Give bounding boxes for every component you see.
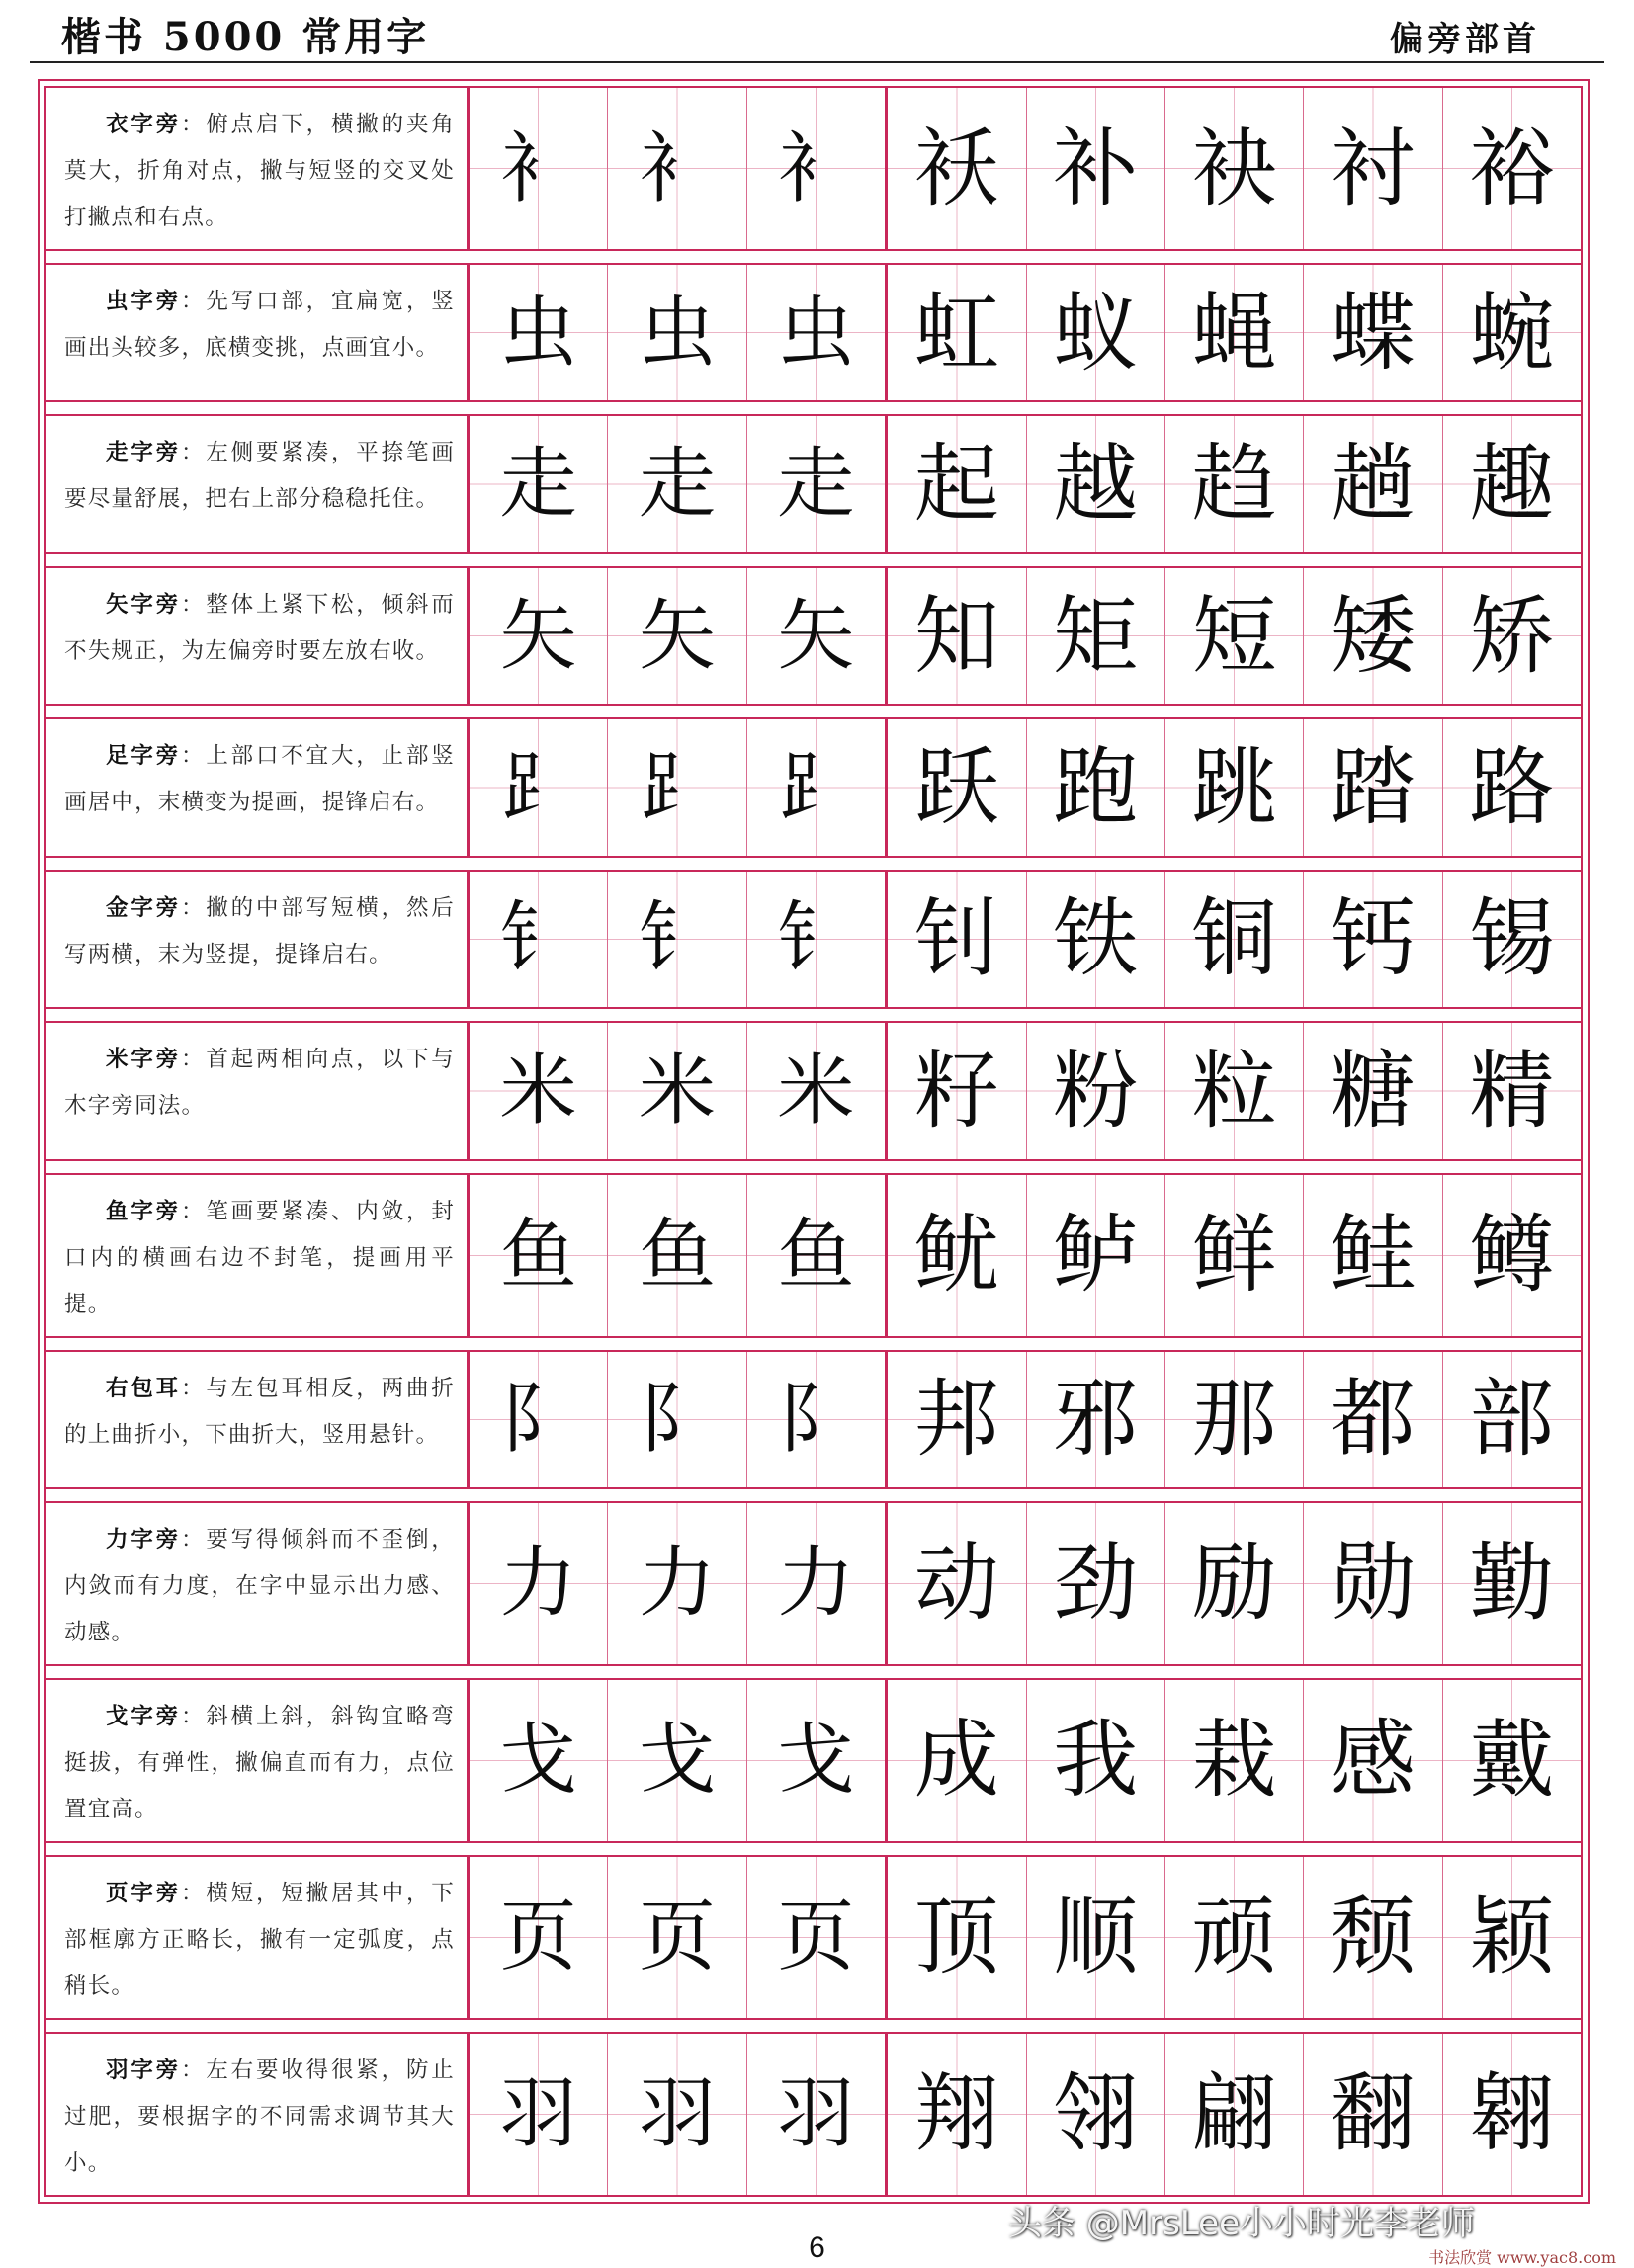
example-cell — [1165, 88, 1304, 249]
radical-cell — [470, 1352, 608, 1487]
radical-title: 金字旁 — [106, 894, 181, 921]
radical-cell — [608, 88, 746, 249]
example-cell — [1027, 88, 1165, 249]
radical-glyph: 戈 — [499, 1716, 577, 1806]
example-glyph: 我 — [1053, 1711, 1139, 1810]
example-cell — [1027, 1352, 1165, 1487]
example-glyph: 那 — [1191, 1370, 1277, 1470]
radical-title: 鱼字旁 — [106, 1198, 181, 1224]
example-cell — [1165, 872, 1304, 1007]
example-cell — [888, 1352, 1026, 1487]
example-cell — [1443, 872, 1581, 1007]
radical-explanation: ：要写得倾斜而不歪倒，内敛而有力度，在字中显示出力感、动感。 — [64, 1526, 455, 1645]
example-glyph: 跃 — [913, 737, 999, 837]
example-glyph: 矫 — [1469, 586, 1555, 686]
example-glyph: 顶 — [913, 1888, 999, 1987]
practice-cells — [470, 568, 1581, 704]
example-cell — [1027, 1023, 1165, 1158]
radical-glyph: 米 — [499, 1046, 577, 1135]
example-glyph: 跳 — [1191, 737, 1277, 837]
radical-cell — [470, 1857, 608, 2018]
example-cell — [1443, 88, 1581, 249]
radical-cell — [470, 872, 608, 1007]
radical-cell — [747, 1503, 888, 1664]
radical-row — [46, 414, 1581, 553]
radical-glyph: 矢 — [639, 591, 717, 681]
example-cell — [1304, 568, 1442, 704]
radical-glyph: 矢 — [499, 591, 577, 681]
radical-row — [46, 1350, 1581, 1489]
radical-description — [46, 1857, 470, 2018]
radical-cell — [470, 416, 608, 551]
radical-title: 虫字旁 — [106, 289, 181, 314]
radical-glyph: ⻊ — [639, 742, 717, 832]
example-glyph: 铜 — [1191, 889, 1277, 989]
radical-description — [46, 719, 470, 855]
radical-glyph: 力 — [639, 1539, 717, 1629]
example-glyph: 邦 — [913, 1370, 999, 1470]
radical-glyph: 钅 — [777, 894, 855, 984]
practice-cells — [470, 416, 1581, 551]
radical-cell — [747, 416, 888, 551]
radical-description — [46, 1023, 470, 1158]
example-cell — [1165, 1503, 1304, 1664]
radical-title: 力字旁 — [106, 1526, 181, 1553]
radical-glyph: 虫 — [499, 288, 577, 378]
example-cell — [1304, 265, 1442, 400]
radical-description — [46, 1680, 470, 1841]
example-glyph: 精 — [1469, 1041, 1555, 1140]
radical-glyph: 鱼 — [777, 1211, 855, 1301]
radical-cell — [747, 1680, 888, 1841]
radical-description — [46, 1352, 470, 1487]
radical-explanation: ：左侧要紧凑，平捺笔画要尽量舒展，把右上部分稳稳托住。 — [64, 440, 455, 513]
example-cell — [1165, 1023, 1304, 1158]
radical-row — [46, 1173, 1581, 1338]
radical-description — [46, 1503, 470, 1664]
radical-row — [46, 870, 1581, 1009]
example-cell — [1027, 719, 1165, 855]
example-cell — [1443, 1023, 1581, 1158]
practice-cells — [470, 1503, 1581, 1664]
example-glyph: 起 — [913, 435, 999, 535]
radical-description — [46, 265, 470, 400]
radical-explanation: ：整体上紧下松，倾斜而不失规正，为左偏旁时要左放右收。 — [64, 591, 455, 664]
example-cell — [1304, 416, 1442, 551]
radical-cell — [608, 1023, 746, 1158]
radical-row — [46, 566, 1581, 706]
example-cell — [888, 416, 1026, 551]
example-glyph: 粉 — [1053, 1041, 1139, 1140]
radical-cell — [470, 2034, 608, 2195]
example-cell — [1304, 1503, 1442, 1664]
radical-explanation: ：斜横上斜，斜钩宜略弯挺拔，有弹性，撇偏直而有力，点位置宜高。 — [64, 1703, 455, 1822]
radical-glyph: 钅 — [639, 894, 717, 984]
radical-glyph: 戈 — [639, 1716, 717, 1806]
example-cell — [888, 265, 1026, 400]
example-glyph: 翩 — [1191, 2064, 1277, 2164]
radical-title: 走字旁 — [106, 440, 181, 466]
example-cell — [1443, 1352, 1581, 1487]
example-cell — [888, 2034, 1026, 2195]
example-cell — [1027, 2034, 1165, 2195]
example-cell — [1443, 265, 1581, 400]
example-glyph: 踏 — [1330, 737, 1416, 837]
radical-cell — [470, 265, 608, 400]
radical-glyph: 鱼 — [639, 1211, 717, 1301]
book-title: 楷书 5000 常用字 — [61, 14, 430, 60]
practice-cells — [470, 1857, 1581, 2018]
example-cell — [1027, 872, 1165, 1007]
radical-cell — [608, 1175, 746, 1336]
example-glyph: 趟 — [1330, 435, 1416, 535]
example-glyph: 翔 — [913, 2064, 999, 2164]
radical-glyph: 阝 — [777, 1375, 855, 1465]
example-cell — [1165, 2034, 1304, 2195]
example-cell — [1304, 1023, 1442, 1158]
radical-title: 戈字旁 — [106, 1703, 181, 1729]
practice-cells — [470, 1023, 1581, 1158]
example-cell — [1304, 2034, 1442, 2195]
radical-explanation: ：先写口部，宜扁宽，竖画出头较多，底横变挑，点画宜小。 — [64, 289, 455, 361]
radical-row — [46, 1855, 1581, 2020]
example-glyph: 补 — [1053, 119, 1139, 218]
practice-cells — [470, 872, 1581, 1007]
example-glyph: 袂 — [1191, 119, 1277, 218]
example-glyph: 蝶 — [1330, 283, 1416, 382]
radical-cell — [747, 872, 888, 1007]
radical-cell — [470, 719, 608, 855]
example-cell — [1027, 416, 1165, 551]
radical-explanation: ：横短，短撇居其中，下部框廓方正略长，撇有一定弧度，点稍长。 — [64, 1880, 455, 1999]
example-glyph: 邪 — [1053, 1370, 1139, 1470]
example-glyph: 翎 — [1053, 2064, 1139, 2164]
radical-cell — [747, 719, 888, 855]
radical-glyph: 走 — [499, 440, 577, 530]
radical-row — [46, 1501, 1581, 1666]
radical-rows — [46, 88, 1581, 2195]
example-cell — [888, 1023, 1026, 1158]
radical-glyph: 走 — [777, 440, 855, 530]
radical-cell — [608, 1352, 746, 1487]
radical-title: 衣字旁 — [106, 112, 181, 137]
example-cell — [1443, 2034, 1581, 2195]
example-cell — [1304, 1857, 1442, 2018]
example-cell — [1443, 1680, 1581, 1841]
example-glyph: 粒 — [1191, 1041, 1277, 1140]
radical-cell — [747, 1175, 888, 1336]
radical-title: 羽字旁 — [106, 2057, 181, 2083]
example-cell — [1165, 568, 1304, 704]
watermark: 头条 @MrsLee小小时光李老师 — [1008, 2204, 1476, 2243]
radical-cell — [608, 416, 746, 551]
example-glyph: 蝇 — [1191, 283, 1277, 382]
practice-sheet — [38, 79, 1590, 2204]
radical-cell — [747, 568, 888, 704]
example-cell — [888, 1857, 1026, 2018]
radical-title: 页字旁 — [106, 1880, 181, 1906]
radical-glyph: 阝 — [499, 1375, 577, 1465]
example-cell — [1027, 1857, 1165, 2018]
example-cell — [888, 1503, 1026, 1664]
example-glyph: 鲑 — [1330, 1206, 1416, 1305]
radical-glyph: 衤 — [499, 124, 577, 213]
page-number: 6 — [809, 2231, 825, 2264]
example-glyph: 蚁 — [1053, 283, 1139, 382]
radical-description — [46, 416, 470, 551]
radical-cell — [608, 1680, 746, 1841]
radical-title: 足字旁 — [106, 743, 181, 770]
example-cell — [1165, 416, 1304, 551]
example-glyph: 糖 — [1330, 1041, 1416, 1140]
radical-glyph: ⻊ — [499, 742, 577, 832]
example-cell — [888, 872, 1026, 1007]
example-cell — [888, 568, 1026, 704]
example-glyph: 跑 — [1053, 737, 1139, 837]
example-cell — [1443, 1857, 1581, 2018]
example-glyph: 劲 — [1053, 1534, 1139, 1634]
radical-glyph: 页 — [777, 1892, 855, 1982]
radical-title: 右包耳 — [106, 1375, 181, 1401]
practice-cells — [470, 719, 1581, 855]
example-glyph: 勤 — [1469, 1534, 1555, 1634]
page-header — [0, 0, 1634, 69]
example-cell — [1165, 265, 1304, 400]
radical-glyph: 虫 — [777, 288, 855, 378]
example-glyph: 路 — [1469, 737, 1555, 837]
radical-glyph: 戈 — [777, 1716, 855, 1806]
example-glyph: 越 — [1053, 435, 1139, 535]
example-glyph: 趣 — [1469, 435, 1555, 535]
radical-title: 矢字旁 — [106, 591, 181, 618]
radical-description — [46, 2034, 470, 2195]
practice-cells — [470, 1680, 1581, 1841]
example-cell — [888, 719, 1026, 855]
radical-cell — [608, 719, 746, 855]
example-glyph: 短 — [1191, 586, 1277, 686]
radical-cell — [747, 265, 888, 400]
example-glyph: 袄 — [913, 119, 999, 218]
radical-glyph: 鱼 — [499, 1211, 577, 1301]
example-cell — [1304, 872, 1442, 1007]
example-cell — [1304, 1352, 1442, 1487]
radical-row — [46, 263, 1581, 402]
radical-glyph: 力 — [499, 1539, 577, 1629]
radical-explanation: ：与左包耳相反，两曲折的上曲折小，下曲折大，竖用悬针。 — [64, 1375, 455, 1448]
radical-glyph: 米 — [777, 1046, 855, 1135]
radical-cell — [608, 265, 746, 400]
example-cell — [1165, 1857, 1304, 2018]
example-cell — [888, 1680, 1026, 1841]
example-cell — [1165, 1175, 1304, 1336]
radical-glyph: 羽 — [499, 2069, 577, 2159]
radical-glyph: ⻊ — [777, 742, 855, 832]
example-glyph: 矩 — [1053, 586, 1139, 686]
radical-cell — [608, 872, 746, 1007]
radical-row — [46, 2032, 1581, 2195]
practice-cells — [470, 1175, 1581, 1336]
practice-cells — [470, 1352, 1581, 1487]
example-cell — [1443, 568, 1581, 704]
example-cell — [1304, 88, 1442, 249]
example-glyph: 蜿 — [1469, 283, 1555, 382]
example-glyph: 鳟 — [1469, 1206, 1555, 1305]
example-cell — [1165, 719, 1304, 855]
example-cell — [1165, 1352, 1304, 1487]
example-glyph: 锡 — [1469, 889, 1555, 989]
example-glyph: 都 — [1330, 1370, 1416, 1470]
example-glyph: 颓 — [1330, 1888, 1416, 1987]
radical-cell — [470, 568, 608, 704]
example-glyph: 栽 — [1191, 1711, 1277, 1810]
radical-explanation: ：上部口不宜大，止部竖画居中，末横变为提画，提锋启右。 — [64, 743, 455, 816]
example-glyph: 颖 — [1469, 1888, 1555, 1987]
example-cell — [1027, 1503, 1165, 1664]
example-glyph: 鲈 — [1053, 1206, 1139, 1305]
radical-row — [46, 1021, 1581, 1160]
example-glyph: 翻 — [1330, 2064, 1416, 2164]
example-glyph: 籽 — [913, 1041, 999, 1140]
practice-cells — [470, 88, 1581, 249]
example-glyph: 矮 — [1330, 586, 1416, 686]
radical-cell — [470, 1680, 608, 1841]
practice-cells — [470, 265, 1581, 400]
example-cell — [1443, 1175, 1581, 1336]
section-title: 偏旁部首 — [1390, 20, 1540, 59]
practice-sheet-inner — [44, 86, 1583, 2197]
example-glyph: 裕 — [1469, 119, 1555, 218]
radical-title: 米字旁 — [106, 1047, 181, 1073]
radical-glyph: 羽 — [639, 2069, 717, 2159]
radical-cell — [470, 1503, 608, 1664]
header-rule — [30, 61, 1604, 63]
example-cell — [1443, 416, 1581, 551]
example-glyph: 成 — [913, 1711, 999, 1810]
radical-explanation: ：俯点启下，横撇的夹角莫大，折角对点，撇与短竖的交叉处打撇点和右点。 — [64, 112, 455, 230]
radical-cell — [747, 1352, 888, 1487]
example-glyph: 鲜 — [1191, 1206, 1277, 1305]
radical-explanation: ：左右要收得很紧，防止过肥，要根据字的不同需求调节其大小。 — [64, 2057, 455, 2176]
radical-explanation: ：首起两相向点，以下与木字旁同法。 — [64, 1047, 455, 1120]
example-cell — [1027, 265, 1165, 400]
example-glyph: 衬 — [1330, 119, 1416, 218]
radical-glyph: 阝 — [639, 1375, 717, 1465]
radical-description — [46, 1175, 470, 1336]
radical-cell — [470, 1023, 608, 1158]
radical-cell — [470, 88, 608, 249]
example-cell — [1304, 1175, 1442, 1336]
example-glyph: 翱 — [1469, 2064, 1555, 2164]
radical-glyph: 钅 — [499, 894, 577, 984]
radical-cell — [608, 2034, 746, 2195]
practice-cells — [470, 2034, 1581, 2195]
example-cell — [1304, 1680, 1442, 1841]
radical-row — [46, 717, 1581, 857]
example-glyph: 钊 — [913, 889, 999, 989]
radical-glyph: 羽 — [777, 2069, 855, 2159]
radical-cell — [608, 1857, 746, 2018]
example-glyph: 顺 — [1053, 1888, 1139, 1987]
example-glyph: 钙 — [1330, 889, 1416, 989]
radical-explanation: ：笔画要紧凑、内敛，封口内的横画右边不封笔，提画用平提。 — [64, 1198, 455, 1317]
example-cell — [1027, 1680, 1165, 1841]
example-glyph: 趋 — [1191, 435, 1277, 535]
example-glyph: 戴 — [1469, 1711, 1555, 1810]
example-glyph: 勋 — [1330, 1534, 1416, 1634]
radical-glyph: 页 — [639, 1892, 717, 1982]
radical-row — [46, 88, 1581, 251]
example-glyph: 励 — [1191, 1534, 1277, 1634]
radical-description — [46, 872, 470, 1007]
example-cell — [1304, 719, 1442, 855]
example-cell — [1165, 1680, 1304, 1841]
radical-cell — [608, 568, 746, 704]
example-cell — [1443, 1503, 1581, 1664]
example-glyph: 感 — [1330, 1711, 1416, 1810]
radical-cell — [747, 1857, 888, 2018]
radical-cell — [470, 1175, 608, 1336]
example-glyph: 顽 — [1191, 1888, 1277, 1987]
radical-glyph: 虫 — [639, 288, 717, 378]
example-glyph: 动 — [913, 1534, 999, 1634]
radical-glyph: 力 — [777, 1539, 855, 1629]
radical-cell — [608, 1503, 746, 1664]
example-cell — [1027, 568, 1165, 704]
example-glyph: 知 — [913, 586, 999, 686]
example-glyph: 虹 — [913, 283, 999, 382]
example-cell — [1443, 719, 1581, 855]
radical-description — [46, 568, 470, 704]
example-cell — [1027, 1175, 1165, 1336]
example-cell — [888, 1175, 1026, 1336]
example-glyph: 铁 — [1053, 889, 1139, 989]
radical-description — [46, 88, 470, 249]
radical-glyph: 页 — [499, 1892, 577, 1982]
radical-glyph: 米 — [639, 1046, 717, 1135]
radical-glyph: 矢 — [777, 591, 855, 681]
radical-cell — [747, 2034, 888, 2195]
site-mark: 书法欣赏 www.yac8.com — [1428, 2248, 1616, 2267]
radical-glyph: 衤 — [777, 124, 855, 213]
example-cell — [888, 88, 1026, 249]
radical-row — [46, 1678, 1581, 1843]
radical-glyph: 衤 — [639, 124, 717, 213]
radical-cell — [747, 88, 888, 249]
radical-glyph: 走 — [639, 440, 717, 530]
example-glyph: 部 — [1469, 1370, 1555, 1470]
radical-explanation: ：撇的中部写短横，然后写两横，末为竖提，提锋启右。 — [64, 894, 455, 967]
example-glyph: 鱿 — [913, 1206, 999, 1305]
radical-cell — [747, 1023, 888, 1158]
